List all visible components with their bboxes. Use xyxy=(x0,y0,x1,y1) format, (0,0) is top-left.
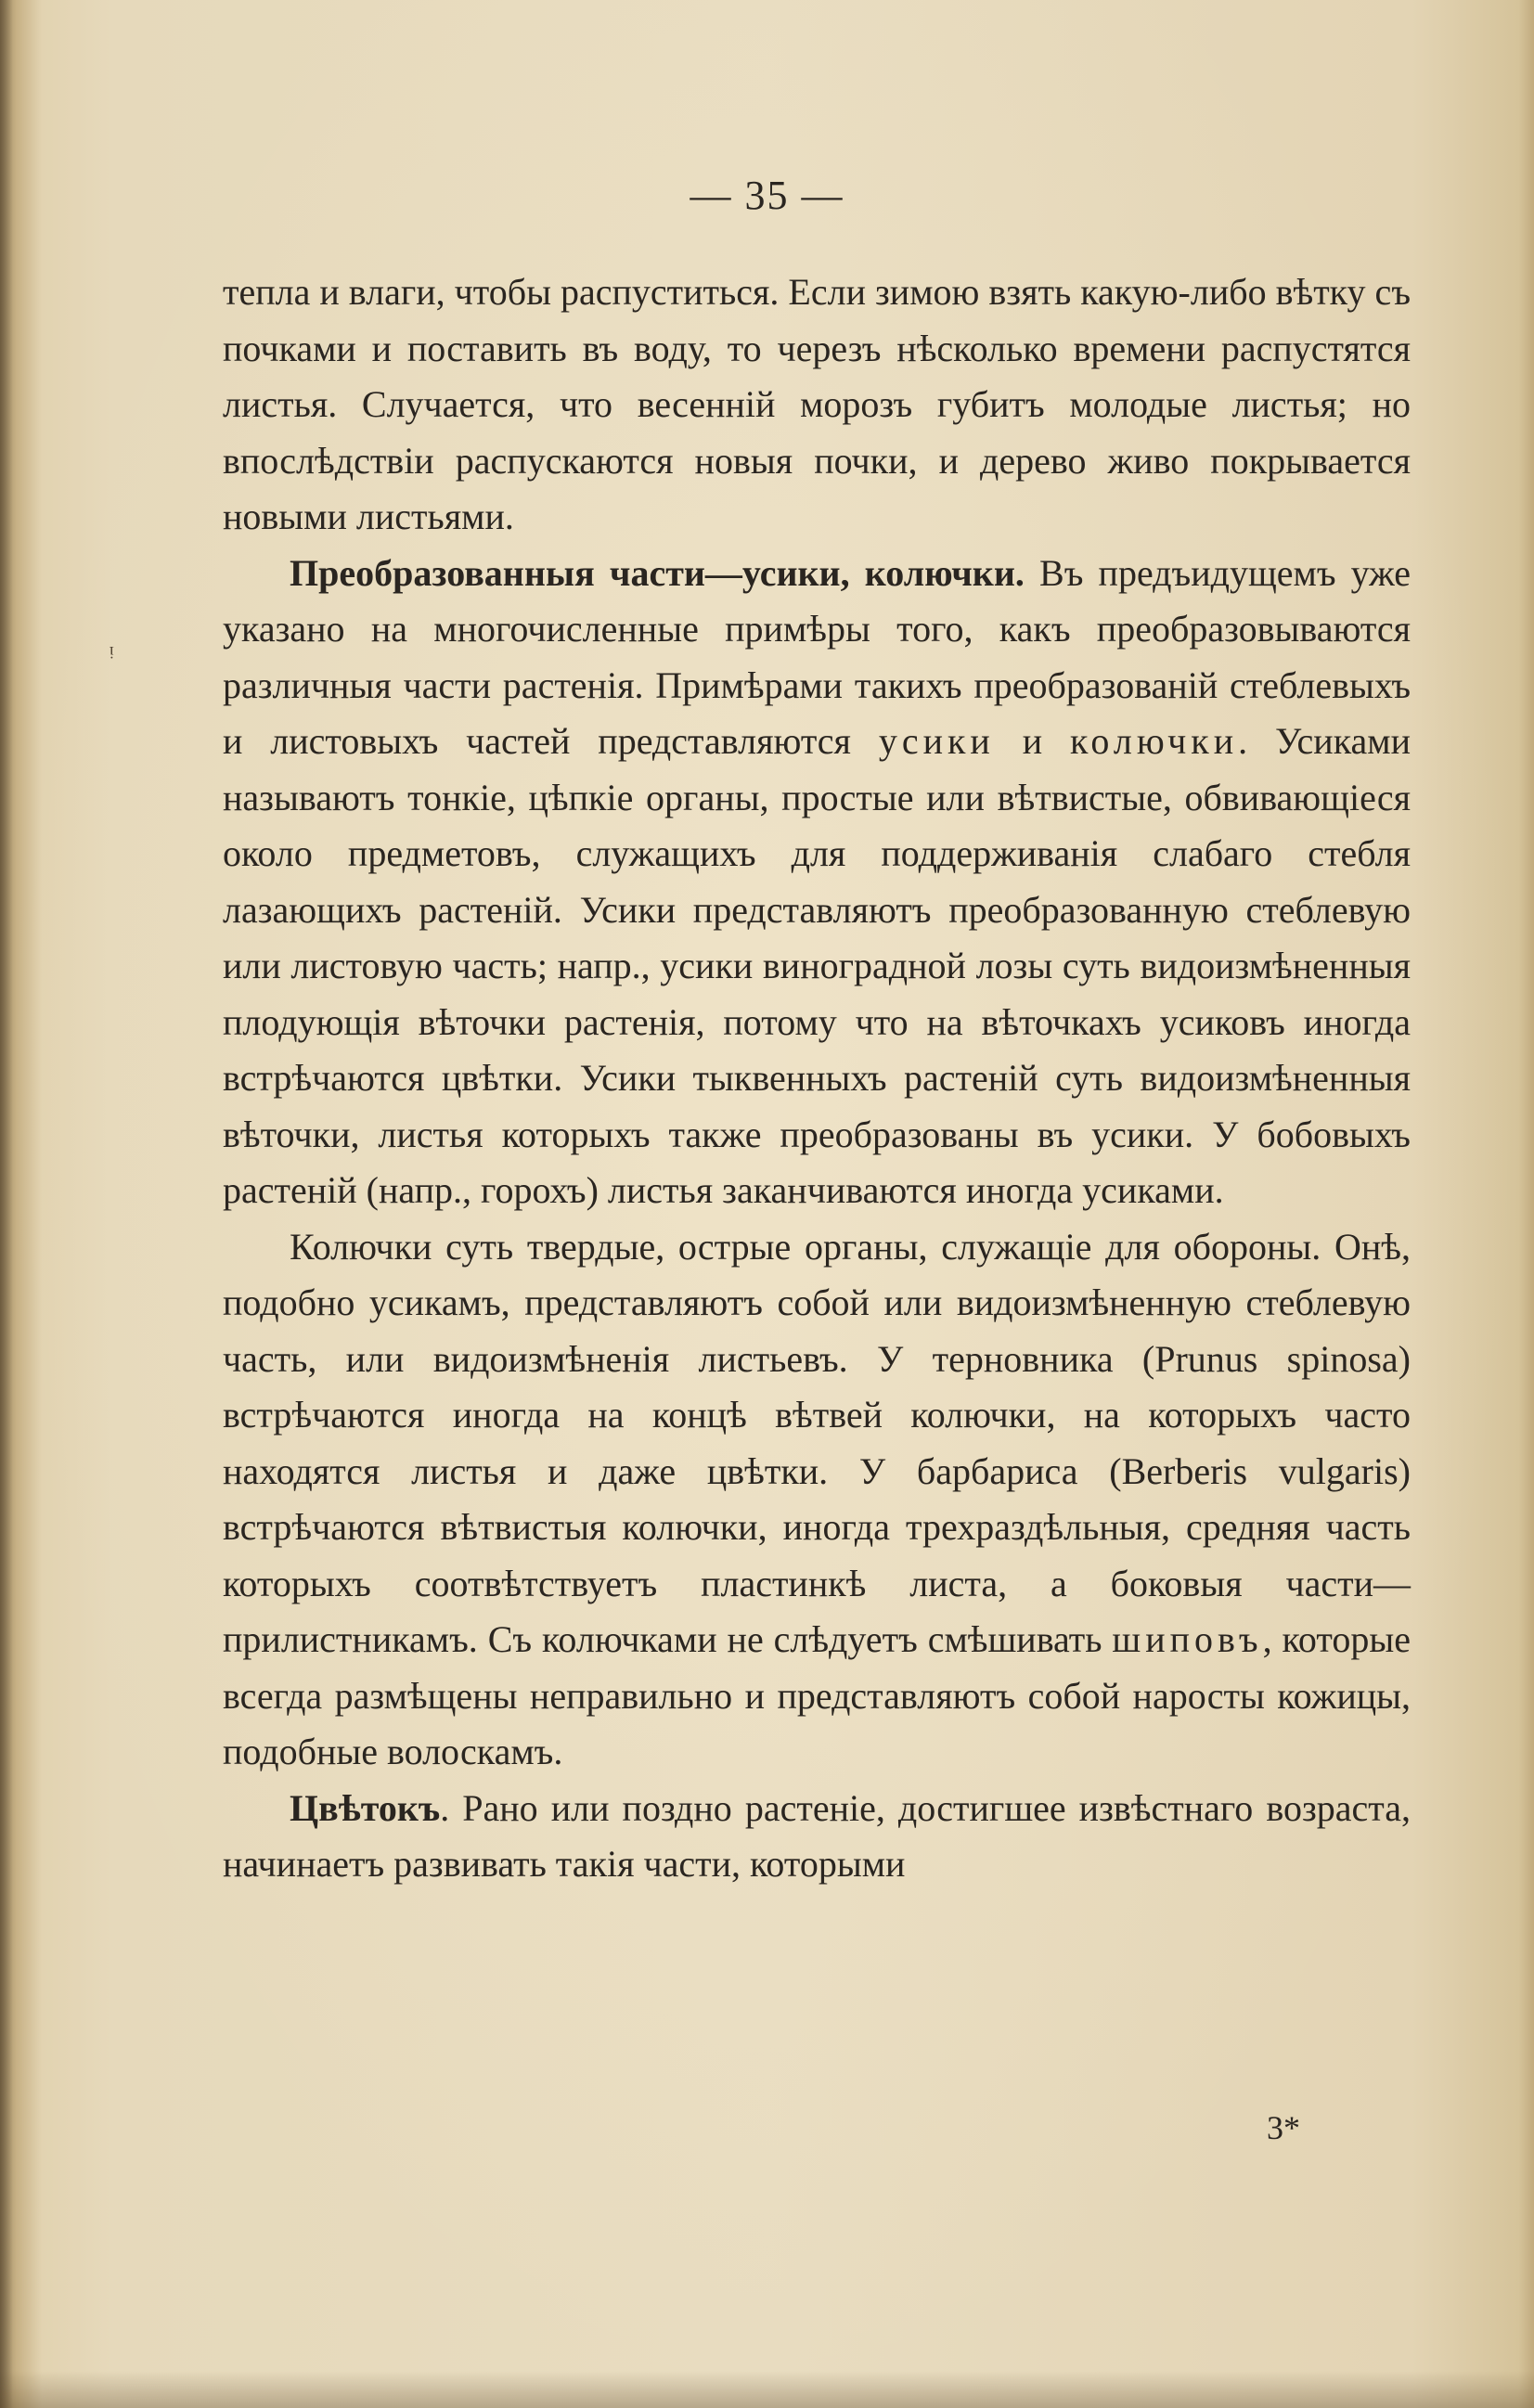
page-bottom-shadow xyxy=(0,2371,1534,2408)
stray-ink-mark: ᵎ xyxy=(110,638,114,669)
paragraph-text: Колючки суть твердые, острые органы, служащіе для обороны. Онѣ, подобно усикамъ, представляютъ собой или видоизмѣненную стеблевую часть, или видоизмѣненія листьевъ. У терновника (Prunus spinosa) встрѣчаются иногда на концѣ вѣтвей колючки, на которыхъ часто находятся листья и даже цвѣтки. У барбариса (Berberis vulgaris) встрѣчаются вѣтвистыя колючки, иногда трехраздѣльныя, средняя часть которыхъ соотвѣтствуетъ пластинкѣ листа, а боковыя части—прилистникамъ. Съ колючками не слѣдуетъ смѣшивать xyxy=(223,1225,1411,1660)
binding-shadow xyxy=(0,0,13,2408)
paragraph-continuation: тепла и влаги, чтобы распуститься. Если зимою взять какую-либо вѣтку съ почками и поставить въ воду, то черезъ нѣсколько времени распустятся листья. Случается, что весенній морозъ губитъ молодые листья; но впослѣдствіи распускаются новыя почки, и дерево живо покрывается новыми листьями. xyxy=(223,271,1411,537)
paragraph-text: и xyxy=(994,720,1070,762)
body-text xyxy=(223,264,1411,1893)
paragraph-text: . Рано или поздно растеніе, достигшее извѣстнаго возраста, начинаетъ развивать такія части, которыми xyxy=(223,1786,1411,1885)
paragraph-flower xyxy=(223,1781,1411,1893)
spaced-term-tendrils: усики xyxy=(878,720,995,762)
paragraph-text: . Усиками называютъ тонкіе, цѣпкіе органы, простые или вѣтвистые, обвивающіеся около предметовъ, служащихъ для поддерживанія слабаго стебля лазающихъ растеній. Усики представляютъ преобразованную стеблевую или листовую часть; напр., усики виноградной лозы суть видоизмѣненныя плодующія вѣточки растенія, потому что на вѣточкахъ усиковъ иногда встрѣчаются цвѣтки. Усики тыквенныхъ растеній суть видоизмѣненныя вѣточки, листья которыхъ также преобразованы въ усики. У бобовыхъ растеній (напр., горохъ) листья заканчиваются иногда усиками. xyxy=(223,720,1411,1211)
section-heading-transformed-parts: Преобразованныя части—усики, колючки. xyxy=(290,551,1025,594)
signature-mark: 3* xyxy=(1267,2109,1300,2146)
section-heading-flower: Цвѣтокъ xyxy=(290,1786,441,1829)
paragraph-thorns xyxy=(223,1219,1411,1781)
paragraph-text: , которые всегда размѣщены неправильно и представляютъ собой наросты кожицы, подобные волоскамъ. xyxy=(223,1618,1411,1772)
spaced-term-prickles: шиповъ xyxy=(1112,1618,1263,1660)
paragraph-text: Въ предъидущемъ уже указано на многочисленные примѣры того, какъ преобразовываются различныя части растенія. Примѣрами такихъ преобразованій стеблевыхъ и листовыхъ частей представляются xyxy=(223,551,1411,762)
page-number: — 35 — xyxy=(690,173,844,218)
paragraph-tendrils-thorns xyxy=(223,546,1411,1219)
spaced-term-thorns: колючки xyxy=(1069,720,1239,762)
